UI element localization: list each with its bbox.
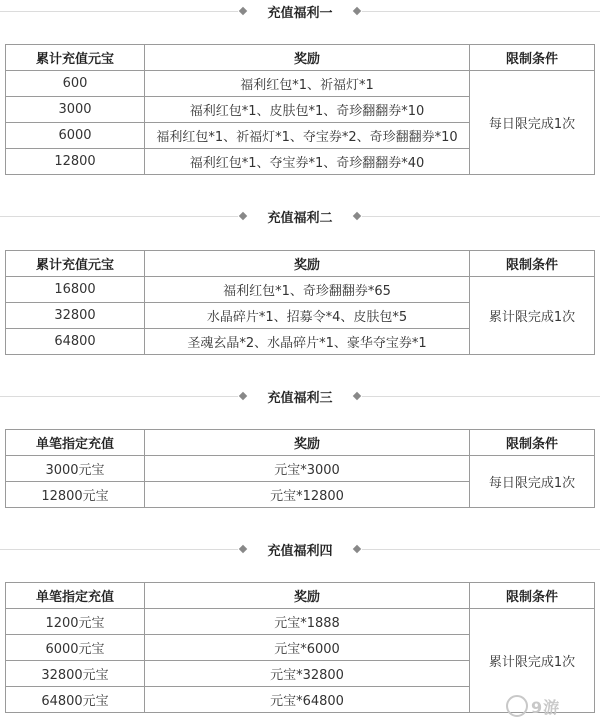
table-header-row xyxy=(6,251,595,277)
table-row xyxy=(6,609,595,635)
diamond-icon xyxy=(353,7,361,15)
reward-cell: 元宝*64800 xyxy=(145,687,470,713)
reward-cell: 元宝*6000 xyxy=(145,635,470,661)
table-row xyxy=(6,277,595,303)
amount-cell: 6000元宝 xyxy=(6,635,145,661)
table-header-row xyxy=(6,583,595,609)
header-reward: 奖励 xyxy=(145,251,470,277)
amount-cell: 600 xyxy=(6,71,145,97)
header-reward: 奖励 xyxy=(145,583,470,609)
section-3 xyxy=(0,385,600,504)
condition-cell: 累计限完成1次 xyxy=(470,609,595,713)
diamond-icon xyxy=(353,392,361,400)
reward-table xyxy=(5,429,595,508)
reward-table xyxy=(5,44,595,175)
divider-line xyxy=(0,11,238,12)
reward-cell: 水晶碎片*1、招募令*4、皮肤包*5 xyxy=(145,303,470,329)
amount-cell: 64800元宝 xyxy=(6,687,145,713)
reward-cell: 元宝*12800 xyxy=(145,482,470,508)
diamond-icon xyxy=(353,212,361,220)
header-amount: 累计充值元宝 xyxy=(6,45,145,71)
section-title-bar xyxy=(0,205,600,227)
table-header-row xyxy=(6,430,595,456)
header-amount: 累计充值元宝 xyxy=(6,251,145,277)
divider-line xyxy=(0,216,238,217)
reward-cell: 福利红包*1、祈福灯*1 xyxy=(145,71,470,97)
section-title: 充值福利二 xyxy=(259,207,340,226)
section-2 xyxy=(0,205,600,351)
condition-cell: 累计限完成1次 xyxy=(470,277,595,355)
amount-cell: 32800元宝 xyxy=(6,661,145,687)
header-condition: 限制条件 xyxy=(470,583,595,609)
section-title: 充值福利三 xyxy=(259,387,340,406)
table-row xyxy=(6,456,595,482)
reward-cell: 福利红包*1、夺宝券*1、奇珍翻翻券*40 xyxy=(145,149,470,175)
reward-cell: 福利红包*1、奇珍翻翻券*65 xyxy=(145,277,470,303)
reward-cell: 圣魂玄晶*2、水晶碎片*1、豪华夺宝券*1 xyxy=(145,329,470,355)
header-amount: 单笔指定充值 xyxy=(6,583,145,609)
amount-cell: 3000元宝 xyxy=(6,456,145,482)
header-amount: 单笔指定充值 xyxy=(6,430,145,456)
header-reward: 奖励 xyxy=(145,45,470,71)
table-header-row xyxy=(6,45,595,71)
diamond-icon xyxy=(353,545,361,553)
reward-cell: 福利红包*1、皮肤包*1、奇珍翻翻券*10 xyxy=(145,97,470,123)
amount-cell: 1200元宝 xyxy=(6,609,145,635)
section-title: 充值福利四 xyxy=(259,540,340,559)
section-1 xyxy=(0,0,600,171)
divider-line xyxy=(362,396,600,397)
reward-cell: 福利红包*1、祈福灯*1、夺宝券*2、奇珍翻翻券*10 xyxy=(145,123,470,149)
watermark xyxy=(506,691,594,721)
divider-line xyxy=(362,216,600,217)
reward-table xyxy=(5,250,595,355)
header-reward: 奖励 xyxy=(145,430,470,456)
condition-cell: 每日限完成1次 xyxy=(470,71,595,175)
section-title: 充值福利一 xyxy=(259,2,340,21)
table-row xyxy=(6,71,595,97)
divider-line xyxy=(362,549,600,550)
watermark-text: 9游 xyxy=(531,697,561,717)
divider-line xyxy=(0,396,238,397)
header-condition: 限制条件 xyxy=(470,45,595,71)
amount-cell: 16800 xyxy=(6,277,145,303)
divider-line xyxy=(362,11,600,12)
amount-cell: 12800元宝 xyxy=(6,482,145,508)
amount-cell: 6000 xyxy=(6,123,145,149)
condition-cell: 每日限完成1次 xyxy=(470,456,595,508)
diamond-icon xyxy=(239,7,247,15)
divider-line xyxy=(0,549,238,550)
logo-icon xyxy=(506,695,528,717)
reward-cell: 元宝*1888 xyxy=(145,609,470,635)
header-condition: 限制条件 xyxy=(470,430,595,456)
reward-cell: 元宝*32800 xyxy=(145,661,470,687)
amount-cell: 32800 xyxy=(6,303,145,329)
header-condition: 限制条件 xyxy=(470,251,595,277)
section-title-bar xyxy=(0,385,600,407)
section-title-bar xyxy=(0,0,600,22)
amount-cell: 64800 xyxy=(6,329,145,355)
section-title-bar xyxy=(0,538,600,560)
diamond-icon xyxy=(239,545,247,553)
amount-cell: 3000 xyxy=(6,97,145,123)
diamond-icon xyxy=(239,392,247,400)
reward-cell: 元宝*3000 xyxy=(145,456,470,482)
diamond-icon xyxy=(239,212,247,220)
amount-cell: 12800 xyxy=(6,149,145,175)
